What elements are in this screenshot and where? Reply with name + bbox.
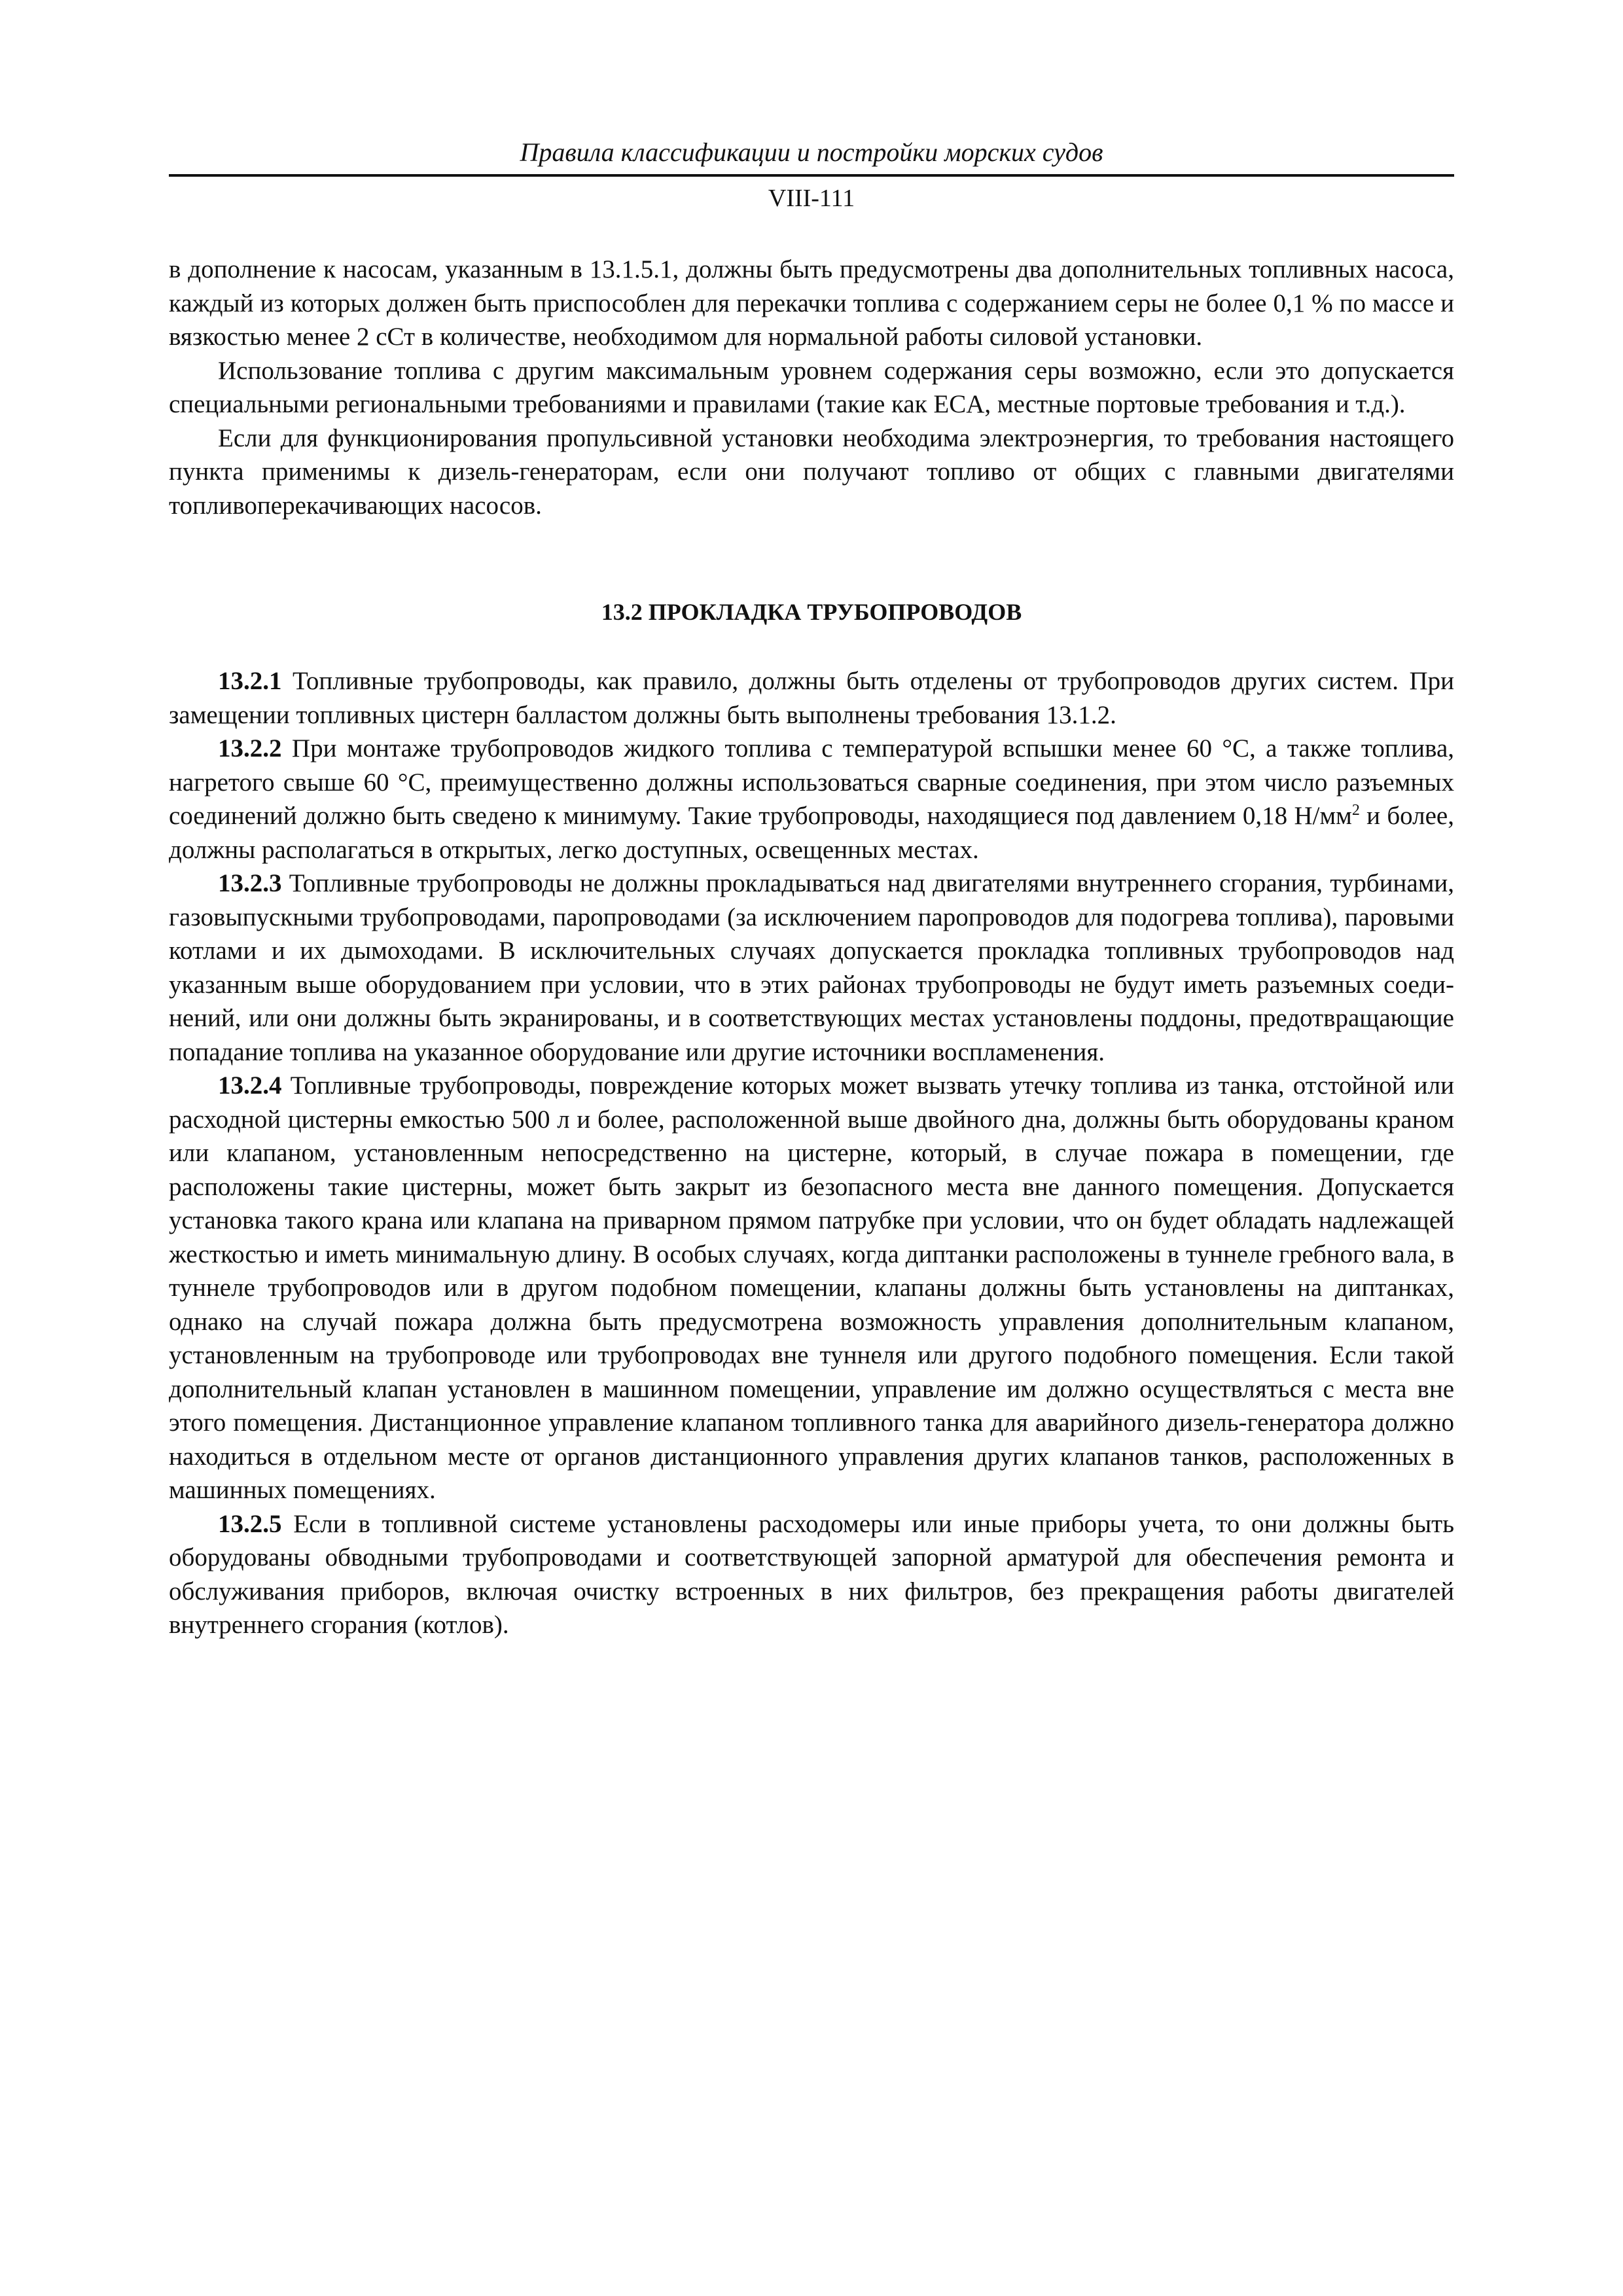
clause-text: Если в топливной системе установлены расходомеры или иные приборы учета, то они должны быть оборудованы обводными трубопроводами и соответствующей запорной арматурой для обеспечения ремонта и обслуживания приборов, включая очистку встроенных в них фильтров, без прекращения работы двигателей внутреннего сгорания (котлов). xyxy=(169,1509,1454,1639)
clause-13-2-4 xyxy=(169,1069,1454,1507)
page-number: VIII-111 xyxy=(768,185,855,212)
clause-13-2-1 xyxy=(169,664,1454,732)
intro-paragraph-3: Если для функционирования пропульсивной установки необходима электроэнергия, то требования настоящего пункта применимы к дизель-генераторам, если они получают топливо от общих с главными двигателями топливоперекачивающих насосов. xyxy=(169,423,1454,520)
clause-13-2-2 xyxy=(169,732,1454,867)
clause-number: 13.2.4 xyxy=(218,1071,282,1100)
clause-number: 13.2.1 xyxy=(218,667,282,695)
clause-13-2-5 xyxy=(169,1507,1454,1642)
document-body xyxy=(169,253,1454,1642)
header-rule xyxy=(169,174,1454,177)
intro-paragraph-2: Использование топлива с другим максимальным уровнем содержания серы возможно, если это допускается специальными региональными требованиями и правилами (такие как ECA, местные портовые требования и т.д.). xyxy=(169,356,1454,418)
running-header-title: Правила классификации и постройки морских судов xyxy=(520,137,1103,167)
clause-13-2-3 xyxy=(169,867,1454,1069)
intro-paragraph-1: в дополнение к насосам, указанным в 13.1.5.1, должны быть предусмотрены два дополнительных топливных насоса, каждый из которых должен быть приспособлен для перекачки топлива с содержанием серы не более 0,1 % по массе и вязкостью менее 2 сСт в количестве, необходимом для нормальной работы силовой установки. xyxy=(169,255,1454,351)
clause-number: 13.2.5 xyxy=(218,1509,282,1538)
section-title: 13.2 ПРОКЛАДКА ТРУБОПРОВОДОВ xyxy=(601,599,1022,625)
clause-text: Топливные трубопроводы не должны прокладываться над двигателями внутреннего сгорания, турбинами, газовыпускными трубопроводами, паропроводами (за исключением паропроводов для подогрева топлива), паровыми котлами и их дымоходами. В исключительных случаях допускается прокладка топливных трубопроводов над указанным выше оборудованием при условии, что в этих районах трубопроводы не будут иметь разъемных соеди-нений, или они должны быть экранированы, и в соответствующих местах установлены поддоны, предотвращающие попадание топлива на указанное оборудование или другие источники воспламенения. xyxy=(169,869,1454,1066)
clause-number: 13.2.3 xyxy=(218,869,282,897)
clause-text: Топливные трубопроводы, как правило, должны быть отделены от трубопроводов других систем. При замещении топливных цистерн балластом должны быть выполнены требования 13.1.2. xyxy=(169,667,1455,729)
clause-text: Топливные трубопроводы, повреждение которых может вызвать утечку топлива из танка, отстойной или расходной цистерны емкостью 500 л и более, расположенной выше двойного дна, должны быть оборудованы краном или клапаном, установленным непосредственно на цистерне, который, в случае пожара в помещении, где расположены такие цистерны, может быть закрыт из безопасного места вне данного помещения. Допускается установка такого крана или клапана на приварном прямом патрубке при условии, что он будет обладать надлежащей жесткостью и иметь минимальную длину. В особых случаях, когда диптанки расположены в туннеле гребного вала, в туннеле трубопроводов или в другом подобном помещении, клапаны должны быть установлены на диптанках, однако на случай пожара должна быть предусмотрена возможность управления дополнительным клапаном, установленным на трубопроводе или трубопроводах вне туннеля или другого подобного помещения. Если такой дополнительный клапан установлен в машинном помещении, управление им должно осуществляться с места вне этого помещения. Дистанционное управление клапаном топливного танка для аварийного дизель-генератора должно находиться в отдельном месте от органов дистанционного управления других клапанов танков, расположенных в машинных помещениях. xyxy=(169,1071,1455,1504)
clause-text: При монтаже трубопроводов жидкого топлива с температурой вспышки менее 60 °С, а также топлива, нагретого свыше 60 °С, преимущественно должны использоваться сварные соединения, при этом число разъемных соединений должно быть сведено к минимуму. Такие трубопроводы, находящиеся под давлением 0,18 Н/мм xyxy=(169,734,1455,830)
superscript: 2 xyxy=(1351,802,1360,819)
clause-text-continued: и более, должны располагаться в открытых, легко доступных, освещенных местах. xyxy=(169,802,1454,864)
clause-number: 13.2.2 xyxy=(218,734,282,762)
